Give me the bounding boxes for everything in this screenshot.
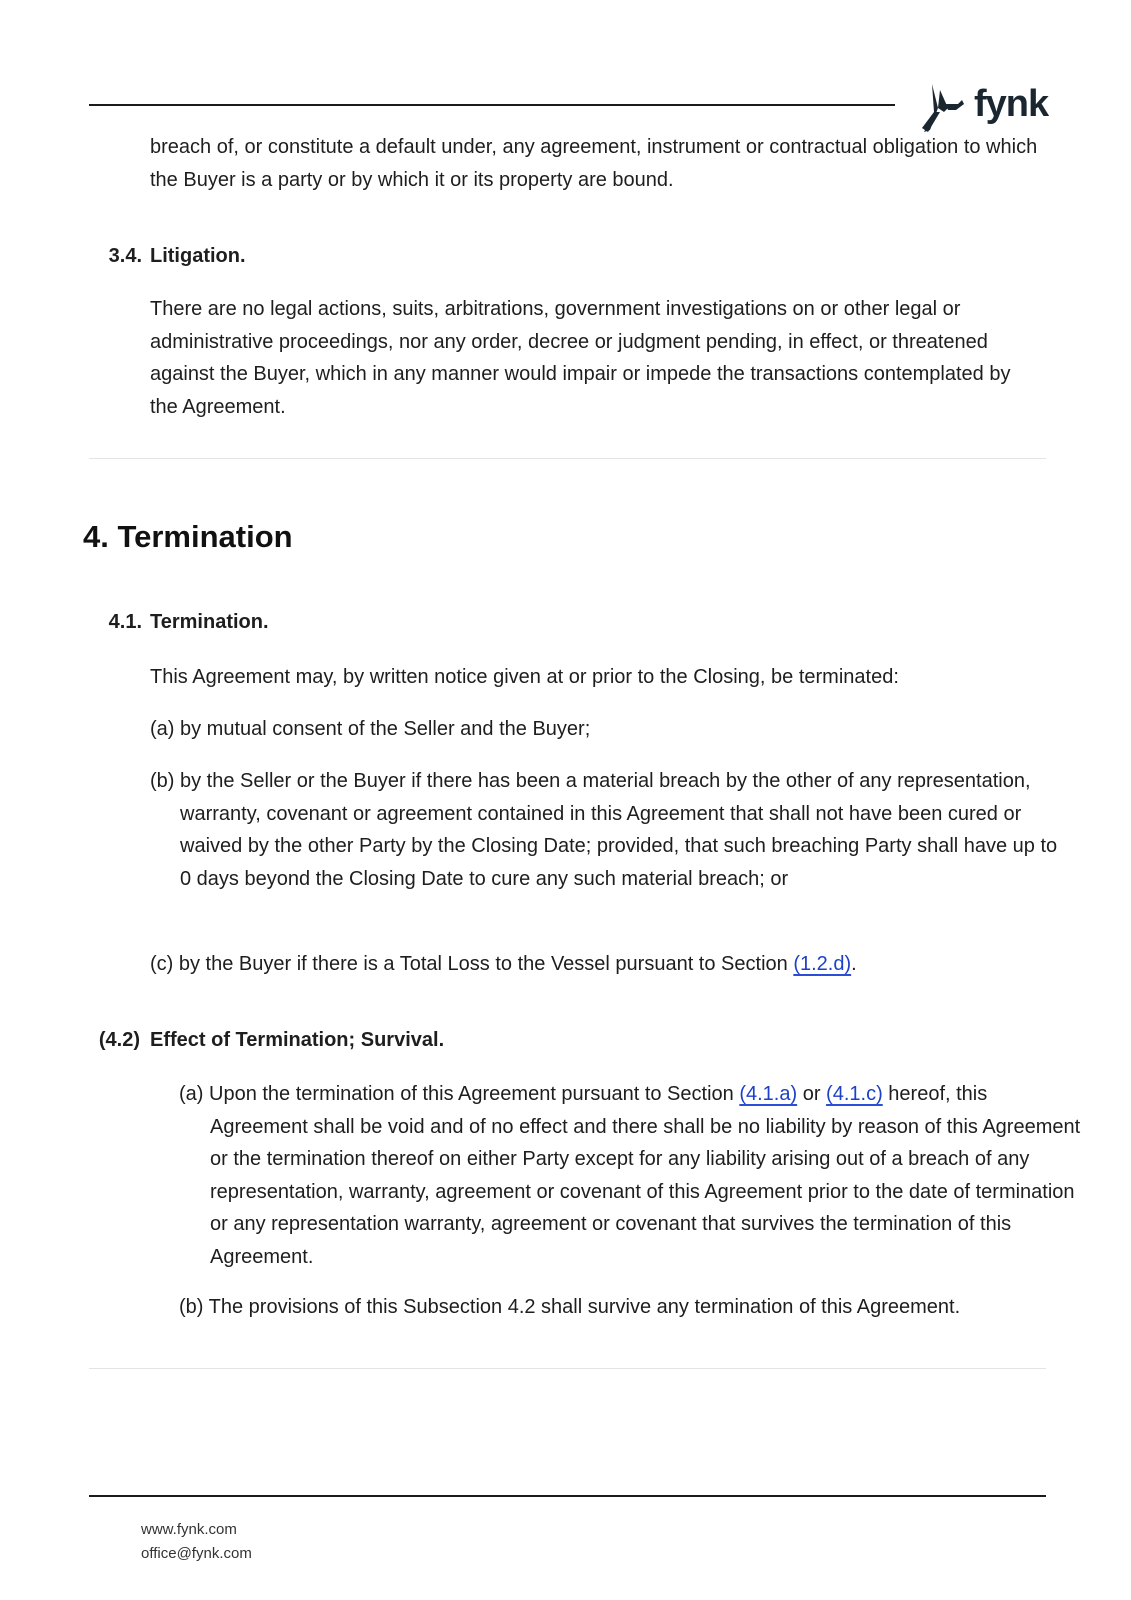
item-4-1-intro: This Agreement may, by written notice given at or prior to the Closing, be terminated: xyxy=(150,666,899,688)
item-4-2-b-prefix: (b) xyxy=(179,1296,204,1318)
section-divider xyxy=(89,1368,1046,1369)
cross-reference-link[interactable]: (4.1.c) xyxy=(826,1083,883,1105)
item-4-1-b: (b) by the Seller or the Buyer if there has been a material breach by the other of any representation, warranty, covenant or agreement contained in this Agreement that shall not have been cured or waived by the other Party by the Closing Date; provided, that such breaching Party shall have up to 0 days beyond the Closing Date to cure any such material breach; or xyxy=(150,770,1058,890)
section-4-heading: 4. Termination xyxy=(83,519,293,554)
item-4-1-a: (a) by mutual consent of the Seller and the Buyer; xyxy=(150,718,591,740)
item-3-4-title: Litigation. xyxy=(150,245,246,267)
brand-name: fynk xyxy=(974,83,1049,125)
item-4-1-c xyxy=(150,948,1050,981)
item-4-2-a xyxy=(179,1078,1082,1273)
header-rule xyxy=(89,104,895,106)
item-4-1-c-end: . xyxy=(851,953,857,975)
item-4-2-title: Effect of Termination; Survival. xyxy=(150,1029,445,1051)
item-4-2-a-prefix: (a) xyxy=(179,1083,204,1105)
item-4-2-a-text-rest: hereof, this Agreement shall be void and of no effect and there shall be no liability by reason of this Agreement or the termination thereof on either Party except for any liability arising out of a breach of any representation, warranty, agreement or covenant of this Agreement prior to the date of termination or any representation warranty, agreement or covenant that survives the termination of this Agreement. xyxy=(210,1083,1081,1268)
item-4-2-number: (4.2) xyxy=(98,1029,140,1051)
footer-email[interactable]: office@fynk.com xyxy=(141,1545,252,1562)
item-3-4-body: There are no legal actions, suits, arbitrations, government investigations on or other legal or administrative proceedings, nor any order, decree or judgment pending, in effect, or threatened against the Buyer, which in any manner would impair or impede the transactions contemplated by the Agreement. xyxy=(150,298,1011,418)
item-4-2-b-text: The provisions of this Subsection 4.2 shall survive any termination of this Agreement. xyxy=(203,1296,961,1318)
cross-reference-link[interactable]: (4.1.a) xyxy=(739,1083,798,1105)
brand-logo xyxy=(918,78,1048,136)
item-4-2-a-or: or xyxy=(797,1083,827,1105)
item-4-2-a-text: Upon the termination of this Agreement pursuant to Section xyxy=(203,1083,740,1105)
item-4-1-number: 4.1. xyxy=(108,611,142,633)
footer-rule xyxy=(89,1495,1046,1497)
bird-logo-icon xyxy=(918,82,972,134)
item-4-2-b xyxy=(179,1291,1051,1324)
footer-website[interactable]: www.fynk.com xyxy=(141,1521,237,1538)
item-4-1-c-text: (c) by the Buyer if there is a Total Loss to the Vessel pursuant to Section xyxy=(150,953,794,975)
section-divider xyxy=(89,458,1046,459)
item-3-4-number: 3.4. xyxy=(108,245,142,267)
item-4-1-title: Termination. xyxy=(150,611,269,633)
cross-reference-link[interactable]: (1.2.d) xyxy=(793,953,852,975)
section-3-3-continuation: breach of, or constitute a default under, any agreement, instrument or contractual obligation to which the Buyer is a party or by which it or its property are bound. xyxy=(150,136,1038,191)
